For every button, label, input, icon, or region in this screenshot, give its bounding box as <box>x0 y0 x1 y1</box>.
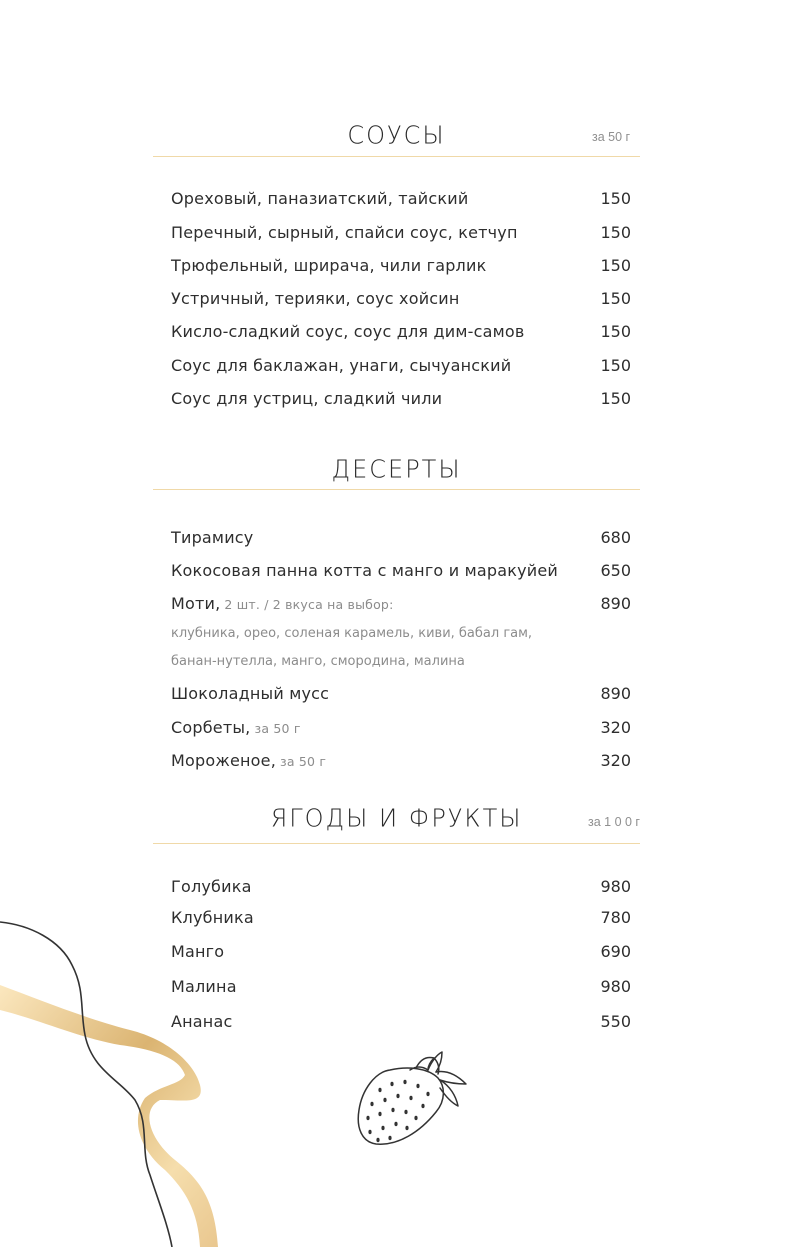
item-name: Соус для устриц, сладкий чили <box>171 389 443 408</box>
item-price: 150 <box>600 389 631 408</box>
item-price: 680 <box>600 528 631 547</box>
item-price: 690 <box>600 942 631 961</box>
section-title-sauces: СОУСЫ <box>347 120 446 150</box>
menu-item <box>171 718 631 744</box>
sauces-unit-note: за 50 г <box>592 130 631 144</box>
fruits-unit-note: за 1 0 0 г <box>588 815 640 829</box>
item-price: 150 <box>600 289 631 308</box>
menu-item <box>171 684 631 710</box>
item-name: Шоколадный мусс <box>171 684 330 703</box>
item-price: 320 <box>600 718 631 737</box>
menu-item <box>171 256 631 282</box>
menu-item <box>171 289 631 315</box>
menu-item <box>171 977 631 1003</box>
divider <box>153 843 640 844</box>
item-description-line: банан-нутелла, манго, смородина, малина <box>171 654 465 669</box>
item-name: Перечный, сырный, спайси соус, кетчуп <box>171 223 518 242</box>
item-price: 150 <box>600 189 631 208</box>
section-title-fruits: ЯГОДЫ И ФРУКТЫ <box>270 803 523 833</box>
item-price: 650 <box>600 561 631 580</box>
item-price: 980 <box>600 877 631 896</box>
menu-item <box>171 356 631 382</box>
item-price: 890 <box>600 684 631 703</box>
item-name: Соус для баклажан, унаги, сычуанский <box>171 356 512 375</box>
item-name-text: Мороженое, <box>171 751 276 770</box>
item-price: 320 <box>600 751 631 770</box>
menu-item <box>171 322 631 348</box>
item-note: за 50 г <box>279 754 327 769</box>
item-name: Ананас <box>171 1012 233 1031</box>
item-name: Трюфельный, шрирача, чили гарлик <box>171 256 487 275</box>
item-note: 2 шт. / 2 вкуса на выбор: <box>224 597 394 612</box>
item-price: 150 <box>600 223 631 242</box>
divider <box>153 489 640 490</box>
item-price: 150 <box>600 256 631 275</box>
menu-item <box>171 528 631 554</box>
section-title-desserts: ДЕСЕРТЫ <box>331 454 462 484</box>
menu-item <box>171 751 631 777</box>
item-price: 980 <box>600 977 631 996</box>
item-name: Малина <box>171 977 237 996</box>
item-price: 150 <box>600 356 631 375</box>
menu-item <box>171 389 631 415</box>
item-name: Кисло-сладкий соус, соус для дим-самов <box>171 322 525 341</box>
item-name <box>171 751 326 770</box>
item-name: Голубика <box>171 877 252 896</box>
divider <box>153 156 640 157</box>
menu-item <box>171 1012 631 1038</box>
item-name: Манго <box>171 942 225 961</box>
item-note: за 50 г <box>254 721 301 736</box>
item-name: Кокосовая панна котта с манго и маракуйей <box>171 561 558 580</box>
item-name: Ореховый, паназиатский, тайский <box>171 189 469 208</box>
menu-item <box>171 877 631 903</box>
menu-item <box>171 561 631 587</box>
item-name-text: Моти, <box>171 594 221 613</box>
item-name-text: Сорбеты, <box>171 718 251 737</box>
strawberry-icon <box>350 1050 475 1150</box>
item-price: 150 <box>600 322 631 341</box>
item-price: 890 <box>600 594 631 613</box>
item-description-line: клубника, орео, соленая карамель, киви, бабал гам, <box>171 626 533 641</box>
item-name: Клубника <box>171 908 254 927</box>
item-name: Тирамису <box>171 528 254 547</box>
item-price: 550 <box>600 1012 631 1031</box>
item-name: Устричный, терияки, соус хойсин <box>171 289 460 308</box>
menu-item <box>171 908 631 934</box>
item-name <box>171 718 301 737</box>
item-price: 780 <box>600 908 631 927</box>
menu-item <box>171 594 631 620</box>
menu-item <box>171 942 631 968</box>
menu-item <box>171 223 631 249</box>
menu-item <box>171 189 631 215</box>
item-name <box>171 594 393 613</box>
